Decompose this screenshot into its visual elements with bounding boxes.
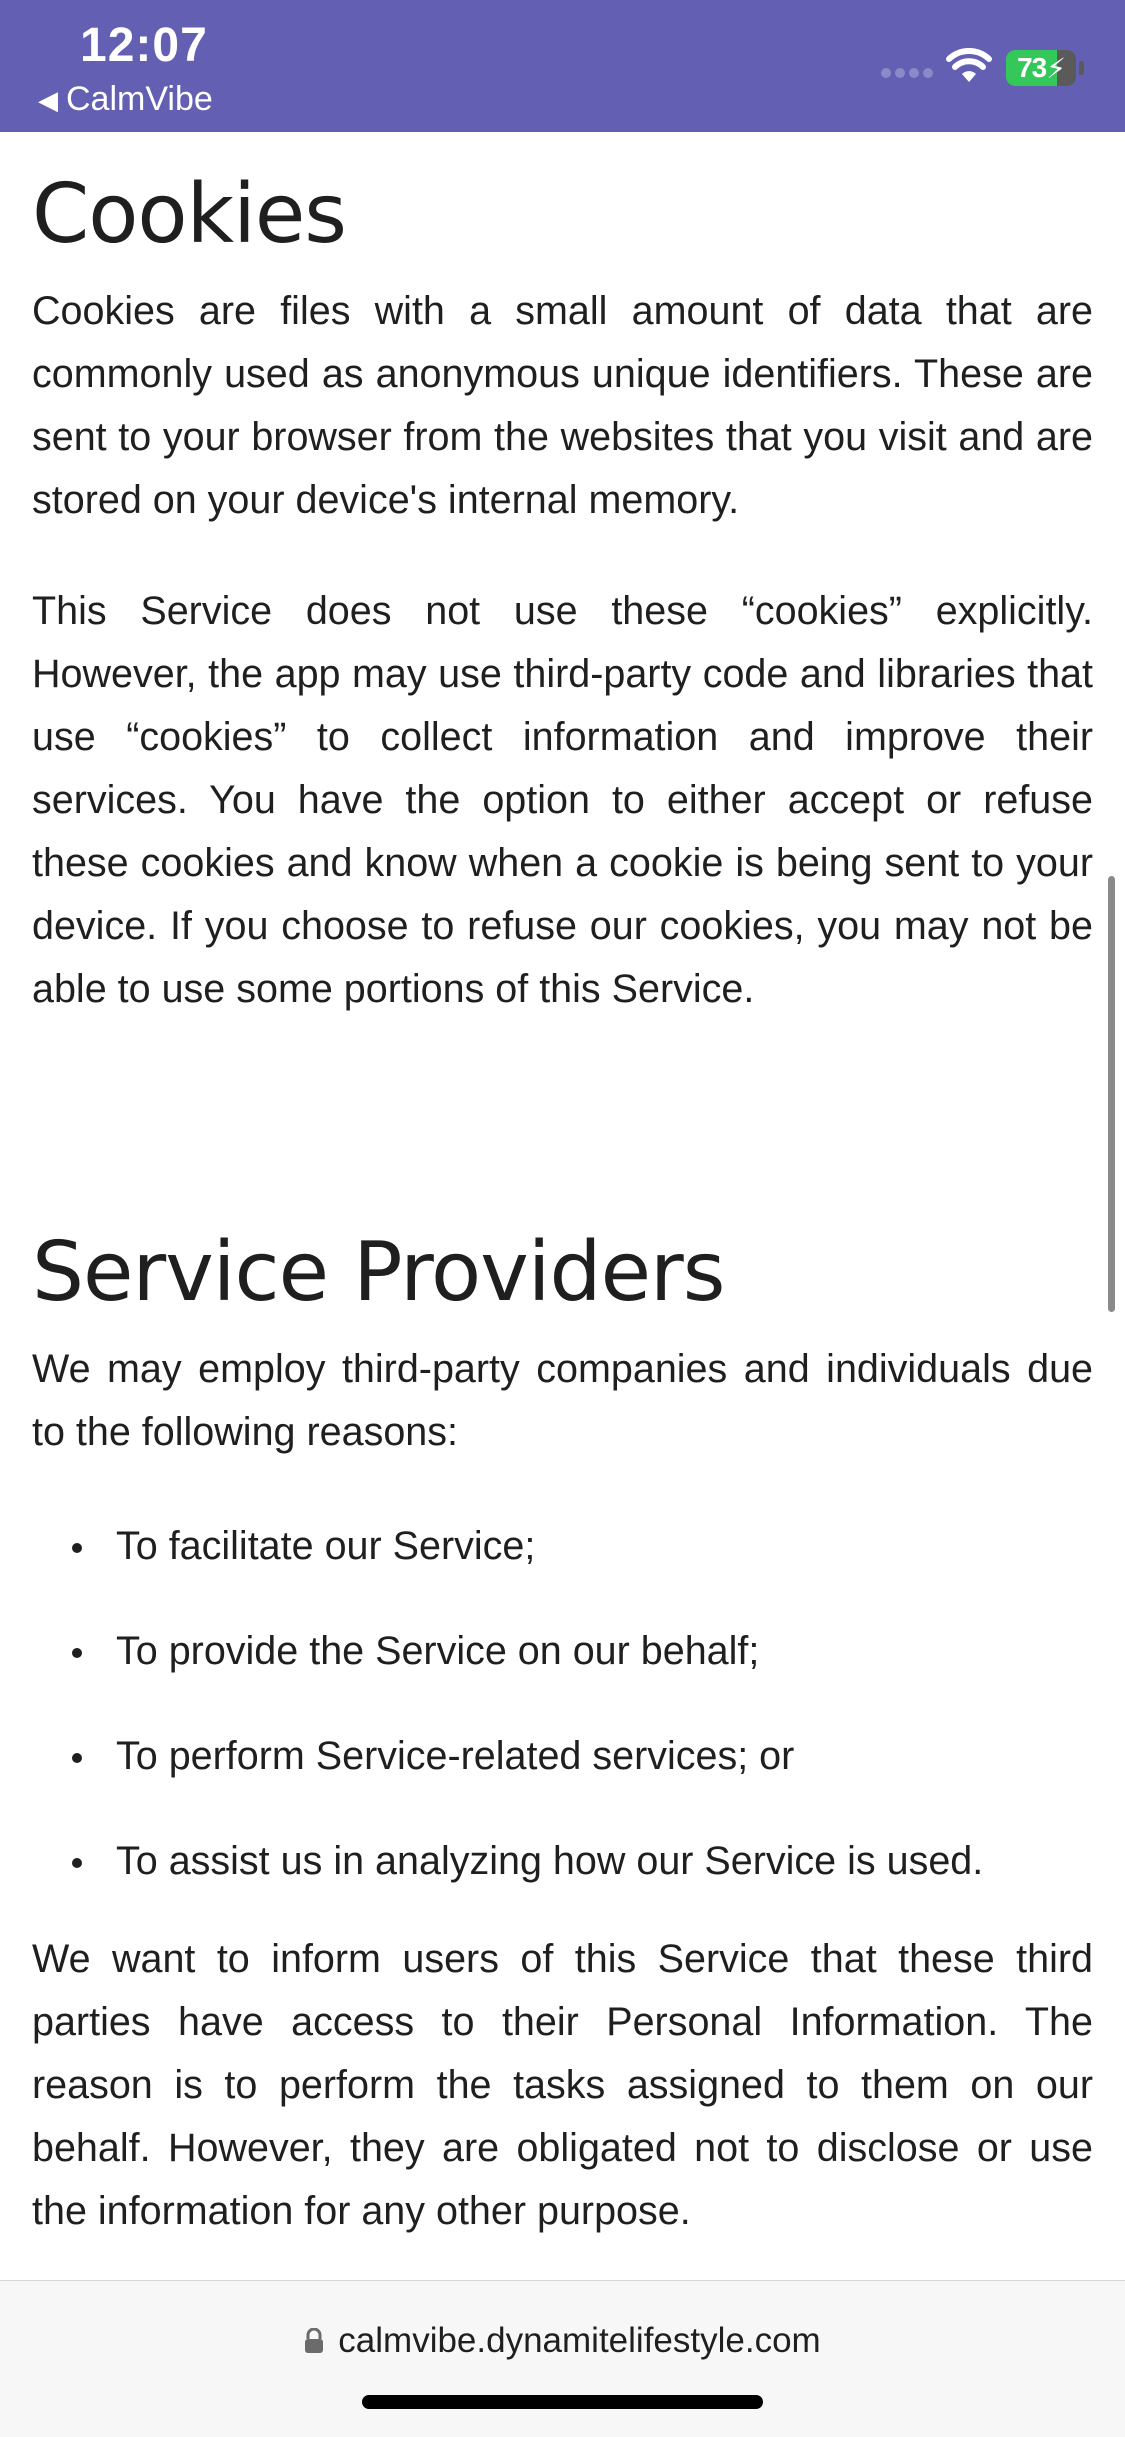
battery-cap [1079,61,1084,75]
cookies-paragraph-1: Cookies are files with a small amount of data that are commonly used as anonymous unique identifiers. These are sent to your browser from the websites that you visit and are stored on your device's internal memory. [32,289,1093,522]
back-arrow-icon: ◀ [38,84,58,115]
back-to-app-button[interactable] [38,80,213,119]
reasons-list [32,1515,1093,1935]
service-providers-heading: Service Providers [32,1225,725,1320]
wifi-icon [946,48,992,84]
battery-icon [1006,50,1076,86]
lock-icon [304,2328,324,2354]
list-item: To perform Service-related services; or [32,1725,1093,1830]
url-text: calmvibe.dynamitelifestyle.com [338,2321,821,2360]
url-bar[interactable] [0,2280,1125,2437]
vertical-scrollbar[interactable] [1108,876,1115,1312]
battery-level: 73 [1017,52,1047,83]
service-providers-intro: We may employ third-party companies and individuals due to the following reasons: [32,1347,1093,1454]
list-item: To facilitate our Service; [32,1515,1093,1620]
cookies-heading: Cookies [32,167,347,262]
charging-bolt-icon: ⚡ [1046,52,1065,84]
status-bar [0,0,1125,132]
back-app-label: CalmVibe [66,80,213,118]
service-providers-paragraph-2: We want to inform users of this Service that these third parties have access to their Personal Information. The reason is to perform the tasks assigned to them on our behalf. However, they are obligated not to disclose or use the information for any other purpose. [32,1937,1093,2233]
home-indicator[interactable] [362,2395,763,2409]
cookies-paragraph-2: This Service does not use these “cookies” explicitly. However, the app may use third-party code and libraries that use “cookies” to collect information and improve their services. You have the option to either accept or refuse these cookies and know when a cookie is being sent to your device. If you choose to refuse our cookies, you may not be able to use some portions of this Service. [32,589,1093,1011]
list-item: To assist us in analyzing how our Service is used. [32,1830,1093,1935]
cellular-signal-icon [880,66,936,80]
status-time: 12:07 [80,19,208,72]
list-item: To provide the Service on our behalf; [32,1620,1093,1725]
